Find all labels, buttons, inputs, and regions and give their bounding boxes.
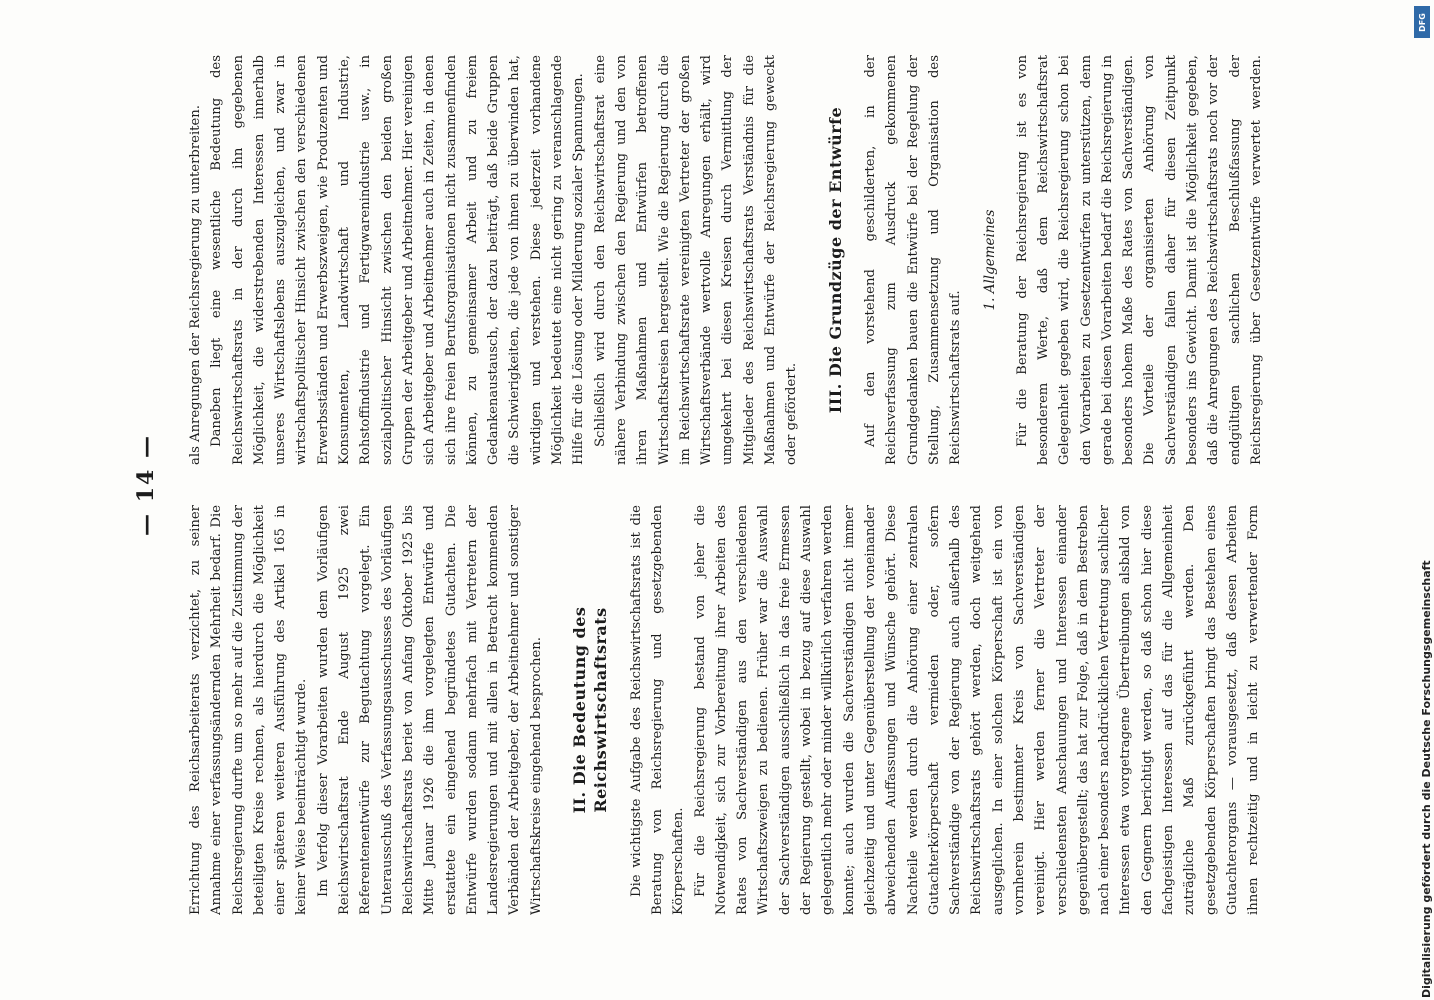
paragraph: Die wichtigste Aufgabe des Reichswirtschaftsrats ist die Beratung von Reichsregierung und gesetzgebenden Körperschaften. [628,505,687,915]
subsection-heading: 1. Allgemeines [982,209,999,311]
paragraph: Für die Beratung der Reichsregierung ist es von besonderem Werte, daß dem Reichswirtschaftsrat Gelegenheit gegeben wird, die Reichsregierung schon bei den Vorarbeiten zu Gesetzentwürfen zu unterstützen, denn gerade bei diesen Vorarbeiten bedarf die Reichsregierung in besonders hohem Maße des Rates von Sachverständigen. Die Vorteile der organisierten Anhörung von Sachverständigen fallen daher für diesen Zeitpunkt besonders ins Gewicht. Damit ist die Möglichkeit gegeben, daß die Anregungen des Reichswirtschaftsrats noch vor der endgültigen sachlichen Beschlußfassung der Reichsregierung über Gesetzentwürfe verwertet werden. [1014,55,1264,465]
paragraph: Schließlich wird durch den Reichswirtschaftsrat eine nähere Verbindung zwischen den Regierung und den von ihren Maßnahmen und Entwürfen betroffenen Wirtschaftskreisen hergestellt. Wie die Regierung durch die im Reichswirtschaftsrate vereinigten Vertreter der großen Wirtschaftsverbände wertvolle Anregungen erhält, wird umgekehrt bei diesen Kreisen durch Vermittlung der Mitglieder des Reichswirtschaftsrats Verständnis für die Maßnahmen und Entwürfe der Reichsregierung geweckt oder gefördert. [592,55,800,465]
paragraph: als Anregungen der Reichsregierung zu unterbreiten. [188,105,203,465]
rotated-page [105,35,1285,935]
digitization-credit-strip [1410,8,1433,998]
dfg-logo-text: DFG [1417,12,1427,32]
right-column [185,55,1265,465]
paragraph: Errichtung des Reichsarbeiterats verzichtet, zu seiner Annahme einer verfassungsändernden Mehrheit bedarf. Die Reichsregierung durfte um so mehr auf die Zustimmung der beteiligten Kreise rechnen, als hierdurch die Möglichkeit einer späteren weiteren Ausführung des Artikel 165 in keiner Weise beeinträchtigt wurde. [188,505,310,915]
page-number: — 14 — [133,434,159,536]
dfg-logo-icon [1414,6,1430,38]
section-heading-2: II. Die Bedeutung des Reichswirtschaftsrats [570,606,611,814]
paragraph: Für die Reichsregierung bestand von jeher die Notwendigkeit, sich zur Vorbereitung ihrer Arbeiten des Rates von Sachverständigen aus den verschiedenen Wirtschaftszweigen zu bedienen. Früher war die Auswahl der Sachverständigen ausschließlich in das freie Ermessen der Regierung gestellt, wobei in bezug auf diese Auswahl gelegentlich mehr oder minder willkürlich verfahren werden konnte; auch wurden die Sachverständigen nicht immer gleichzeitig und unter Gegenüberstellung der voneinander abweichenden Auffassungen und Wünsche gehört. Diese Nachteile werden durch die Anhörung einer zentralen Gutachterkörperschaft vermieden oder, sofern Sachverständige von der Regierung auch außerhalb des Reichswirtschaftsrats gehört werden, doch weitgehend ausgeglichen. In einer solchen Körperschaft ist ein von vornherein bestimmter Kreis von Sachverständigen vereinigt. Hier werden ferner die Vertreter der verschiedensten Anschauungen und Interessen einander gegenübergestellt; das hat zur Folge, daß in dem Bestreben nach einer besonders nachdrücklichen Vertretung sachlicher Interessen etwa vorgetragene Übertreibungen alsbald von den Gegnern berichtigt werden, so daß schon hier diese fachgeistigen Interessen auf das für die Allgemeinheit zuträgliche Maß zurückgeführt werden. Den gesetzgebenden Körperschaften bringt das Bestehen eines Gutachterorgans — vorausgesetzt, daß dessen Arbeiten ihnen rechtzeitig und in leicht zu verwertender Form [692,505,1262,915]
digitization-credit: Digitalisierung gefördert durch die Deutsche Forschungsgemeinschaft [1420,560,1433,998]
paragraph: Daneben liegt eine wesentliche Bedeutung des Reichswirtschaftsrats in der durch ihn gegebenen Möglichkeit, die widerstrebenden Interessen innerhalb unseres Wirtschaftslebens auszugleichen, und zwar in wirtschaftspolitischer Hinsicht zwischen den verschiedenen Erwerbsständen und Erwerbszweigen, wie Produzenten und Konsumenten, Landwirtschaft und Industrie, Rohstoffindustrie und Fertigwarenindustrie usw., in sozialpolitischer Hinsicht zwischen den beiden großen Gruppen der Arbeitgeber und Arbeitnehmer. Hier vereinigen sich Arbeitgeber und Arbeitnehmer auch in Zeiten, in denen sich ihre freien Berufsorganisationen nicht zusammenfinden können, zu gemeinsamer Arbeit und zu freiem Gedankenaustausch, der dazu beiträgt, daß beide Gruppen die Schwierigkeiten, die jede von ihnen zu überwinden hat, würdigen und verstehen. Diese jederzeit vorhandene Möglichkeit bedeutet eine nicht gering zu veranschlagende Hilfe für die Lösung oder Milderung sozialer Spannungen. [209,55,587,465]
section-heading-3: III. Die Grundzüge der Entwürfe [825,106,845,414]
paragraph: Auf den vorstehend geschilderten, in der Reichsverfassung zum Ausdruck gekommenen Grundgedanken bauen die Entwürfe bei der Regelung der Stellung, Zusammensetzung und Organisation des Reichswirtschaftsrats auf. [862,55,964,465]
left-column [185,505,1265,915]
paragraph: Im Verfolg dieser Vorarbeiten wurden dem Vorläufigen Reichswirtschaftsrat Ende August 1925 zwei Referentenentwürfe zur Begutachtung vorgelegt. Ein Unterausschuß des Verfassungsausschusses des Vorläufigen Reichswirtschaftsrats beriet von Anfang Oktober 1925 bis Mitte Januar 1926 die ihm vorgelegten Entwürfe und erstattete ein eingehend begründetes Gutachten. Die Entwürfe wurden sodann mehrfach mit Vertretern der Landesregierungen und mit allen in Betracht kommenden Verbänden der Arbeitgeber, der Arbeitnehmer und sonstiger Wirtschaftskreise eingehend besprochen. [315,505,544,915]
